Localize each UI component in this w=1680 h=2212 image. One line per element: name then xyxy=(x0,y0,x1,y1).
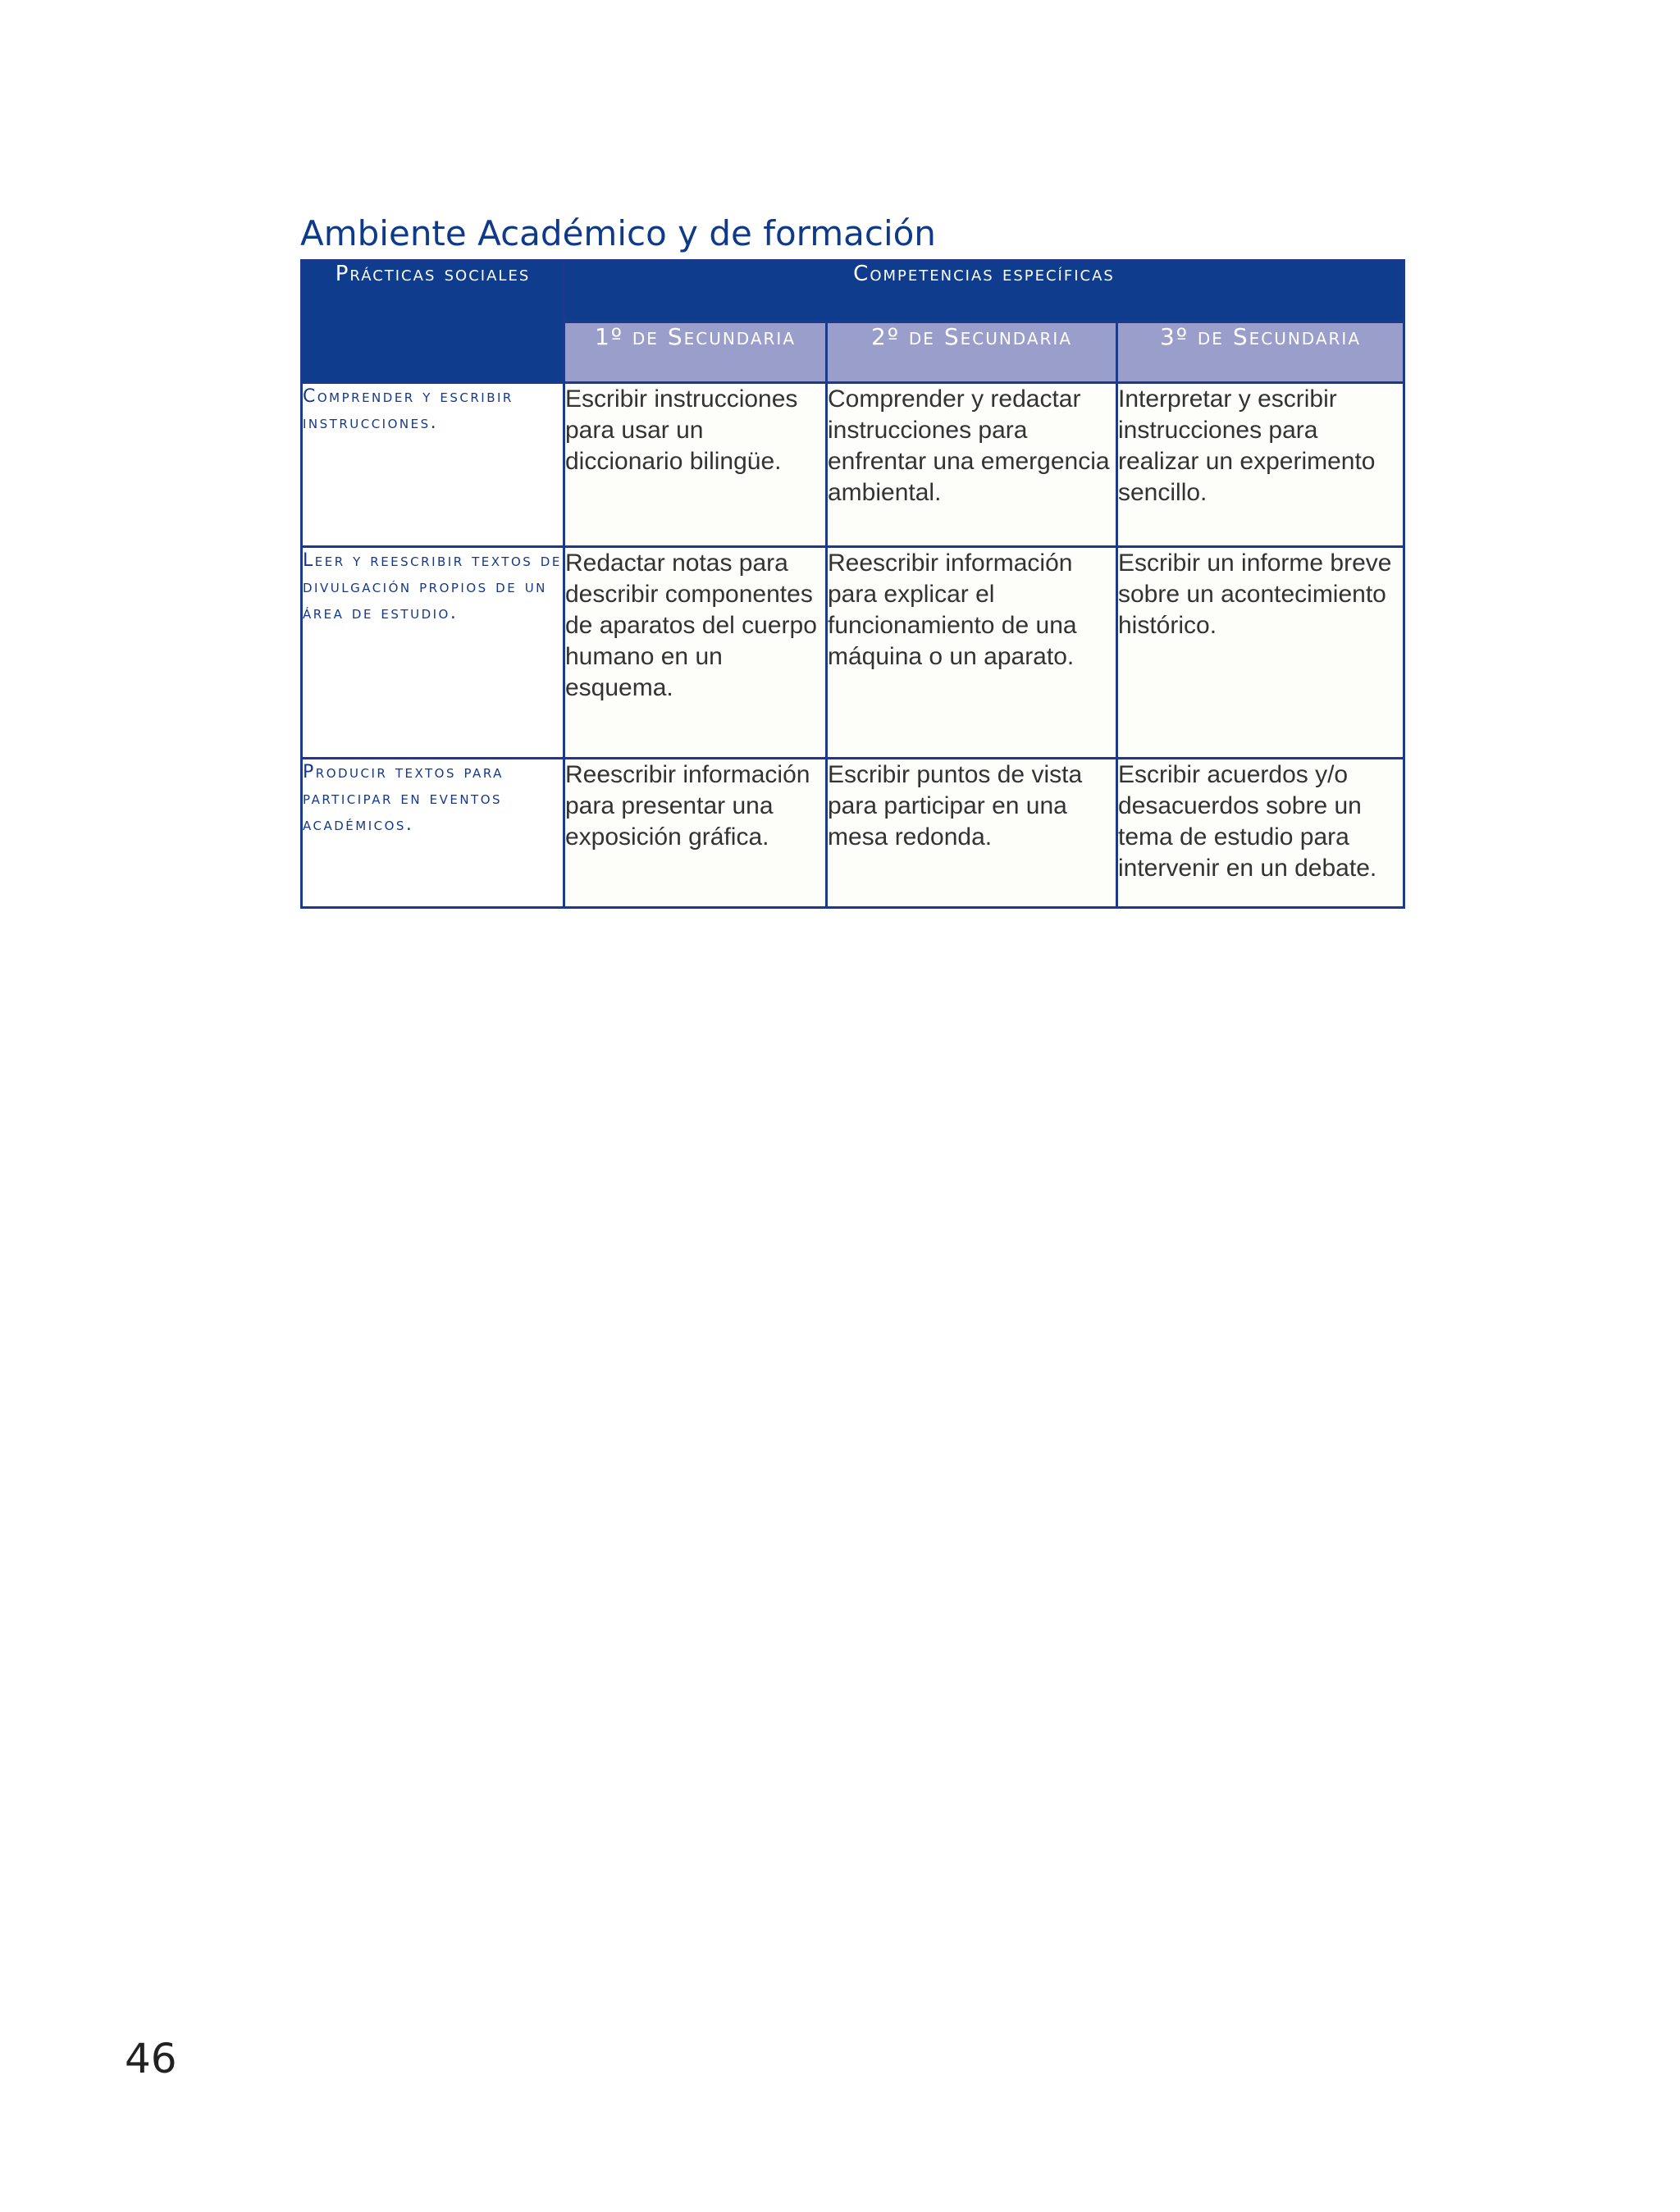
practica-cell: Comprender y escribir instrucciones. xyxy=(302,383,564,547)
competencia-cell: Redactar notas para describir componentes de aparatos del cuerpo humano en un esquema. xyxy=(564,547,827,759)
header-grade-3: 3º de Secundaria xyxy=(1117,322,1404,383)
competencia-cell: Comprender y redactar instrucciones para enfrentar una emergencia ambiental. xyxy=(827,383,1117,547)
header-competencias-especificas: Competencias específicas xyxy=(564,261,1404,322)
competencia-cell: Escribir instrucciones para usar un diccionario bilingüe. xyxy=(564,383,827,547)
practica-cell: Producir textos para participar en eventos académicos. xyxy=(302,759,564,908)
header-row-top xyxy=(302,261,1404,322)
table-row xyxy=(302,383,1404,547)
competencia-cell: Escribir un informe breve sobre un acontecimiento histórico. xyxy=(1117,547,1404,759)
table-row xyxy=(302,547,1404,759)
practica-cell: Leer y reescribir textos de divulgación propios de un área de estudio. xyxy=(302,547,564,759)
competencia-cell: Interpretar y escribir instrucciones para realizar un experimento sencillo. xyxy=(1117,383,1404,547)
competencia-cell: Reescribir información para explicar el funcionamiento de una máquina o un aparato. xyxy=(827,547,1117,759)
header-grade-1: 1º de Secundaria xyxy=(564,322,827,383)
header-practicas-sociales: Prácticas sociales xyxy=(302,261,564,383)
competencia-cell: Escribir puntos de vista para participar en una mesa redonda. xyxy=(827,759,1117,908)
table-row xyxy=(302,759,1404,908)
section-title: Ambiente Académico y de formación xyxy=(300,213,936,253)
competencia-cell: Escribir acuerdos y/o desacuerdos sobre un tema de estudio para intervenir en un debate. xyxy=(1117,759,1404,908)
page-number: 46 xyxy=(125,2035,177,2082)
competencia-cell: Reescribir información para presentar una exposición gráfica. xyxy=(564,759,827,908)
competencias-table xyxy=(300,259,1405,909)
header-grade-2: 2º de Secundaria xyxy=(827,322,1117,383)
